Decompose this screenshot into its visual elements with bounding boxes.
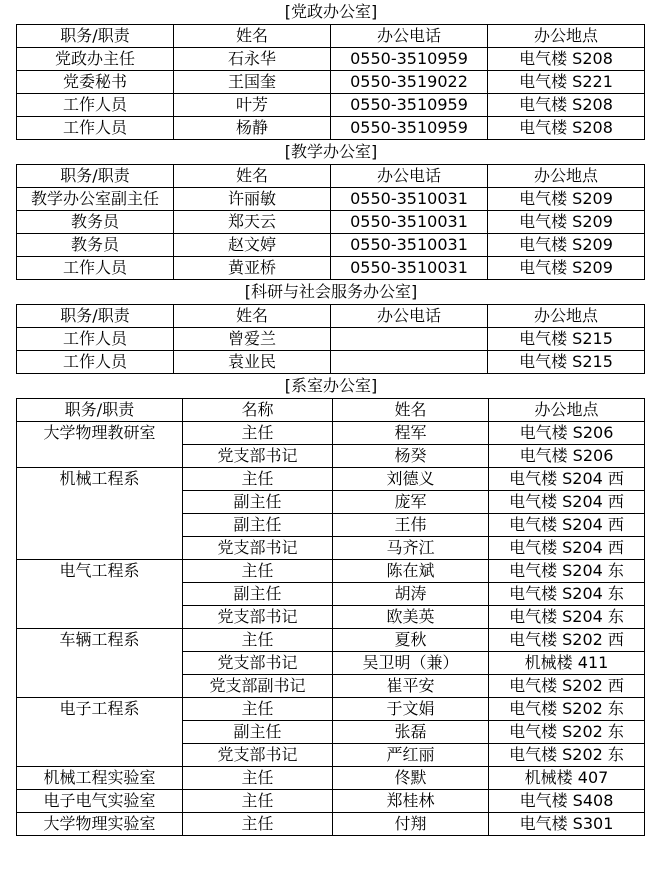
table-cell: 工作人员 (17, 94, 174, 117)
table-cell: 电气楼 S209 (488, 257, 645, 280)
table-cell: 程军 (333, 422, 489, 445)
table-cell: 胡涛 (333, 583, 489, 606)
table-cell: 党支部书记 (183, 744, 333, 767)
table-cell: 电气楼 S204 东 (489, 606, 645, 629)
table-cell: 夏秋 (333, 629, 489, 652)
table-cell: 郑桂林 (333, 790, 489, 813)
table-cell (331, 351, 488, 374)
table-cell: 电气楼 S204 西 (489, 537, 645, 560)
header-row (17, 165, 645, 188)
table-cell: 主任 (183, 468, 333, 491)
table-cell: 教务员 (17, 211, 174, 234)
table-cell: 赵文婷 (174, 234, 331, 257)
table-cell: 工作人员 (17, 257, 174, 280)
table-cell: 于文娟 (333, 698, 489, 721)
table-row (17, 48, 645, 71)
table-cell: 工作人员 (17, 117, 174, 140)
table-row (17, 468, 645, 491)
table-cell: 电气楼 S202 西 (489, 675, 645, 698)
table-cell: 电气楼 S215 (488, 328, 645, 351)
header-cell: 名称 (183, 399, 333, 422)
header-cell: 办公地点 (488, 305, 645, 328)
table-cell: 电气楼 S202 东 (489, 698, 645, 721)
table-cell: 电气楼 S301 (489, 813, 645, 836)
table-row (17, 234, 645, 257)
table-cell: 0550-3510959 (331, 94, 488, 117)
unit-cell: 电子电气实验室 (17, 790, 183, 813)
header-row (17, 305, 645, 328)
header-cell: 办公地点 (488, 165, 645, 188)
table-cell: 电气楼 S209 (488, 188, 645, 211)
header-cell: 姓名 (174, 25, 331, 48)
unit-cell: 机械工程系 (17, 468, 183, 560)
table-cell: 0550-3510031 (331, 257, 488, 280)
table-cell: 主任 (183, 813, 333, 836)
header-cell: 姓名 (333, 399, 489, 422)
table-cell: 叶芳 (174, 94, 331, 117)
section-title: [教学办公室] (284, 142, 378, 161)
unit-cell: 大学物理教研室 (17, 422, 183, 468)
table-cell: 副主任 (183, 583, 333, 606)
table-cell: 党政办主任 (17, 48, 174, 71)
table-cell: 教学办公室副主任 (17, 188, 174, 211)
table-cell: 党支部书记 (183, 652, 333, 675)
table-row (17, 560, 645, 583)
table-cell: 副主任 (183, 514, 333, 537)
table-cell: 机械楼 407 (489, 767, 645, 790)
unit-cell: 大学物理实验室 (17, 813, 183, 836)
table-row (17, 328, 645, 351)
table-row (17, 188, 645, 211)
header-cell: 职务/职责 (17, 305, 174, 328)
table-cell: 石永华 (174, 48, 331, 71)
table-cell: 陈在斌 (333, 560, 489, 583)
table-cell: 电气楼 S209 (488, 234, 645, 257)
section-title: [系室办公室] (284, 376, 378, 395)
table-cell: 副主任 (183, 721, 333, 744)
table-cell: 付翔 (333, 813, 489, 836)
table-cell: 主任 (183, 629, 333, 652)
table-cell: 0550-3510031 (331, 188, 488, 211)
unit-cell: 电气工程系 (17, 560, 183, 629)
table-cell: 电气楼 S206 (489, 445, 645, 468)
table-cell: 刘德义 (333, 468, 489, 491)
header-row (17, 25, 645, 48)
table-cell: 电气楼 S202 西 (489, 629, 645, 652)
table-cell: 0550-3519022 (331, 71, 488, 94)
table-cell: 电气楼 S208 (488, 48, 645, 71)
section-table (16, 304, 645, 374)
table-cell: 主任 (183, 790, 333, 813)
header-cell: 办公地点 (488, 25, 645, 48)
table-cell: 党支部书记 (183, 445, 333, 468)
table-cell: 袁业民 (174, 351, 331, 374)
table-row (17, 71, 645, 94)
table-cell: 崔平安 (333, 675, 489, 698)
table-cell: 党支部书记 (183, 537, 333, 560)
table-cell: 许丽敏 (174, 188, 331, 211)
table-cell: 主任 (183, 560, 333, 583)
unit-cell: 电子工程系 (17, 698, 183, 767)
section-table (16, 164, 645, 280)
section-table (16, 24, 645, 140)
table-cell: 0550-3510031 (331, 234, 488, 257)
table-row (17, 767, 645, 790)
header-row (17, 399, 645, 422)
section-title: [党政办公室] (284, 2, 378, 21)
table-cell: 电气楼 S408 (489, 790, 645, 813)
table-row (17, 117, 645, 140)
table-cell: 副主任 (183, 491, 333, 514)
header-cell: 职务/职责 (17, 399, 183, 422)
table-cell: 电气楼 S221 (488, 71, 645, 94)
table-row (17, 211, 645, 234)
table-cell: 电气楼 S204 西 (489, 491, 645, 514)
table-row (17, 790, 645, 813)
table-cell: 欧美英 (333, 606, 489, 629)
table-row (17, 422, 645, 445)
table-cell: 张磊 (333, 721, 489, 744)
table-row (17, 698, 645, 721)
table-cell: 主任 (183, 422, 333, 445)
table-cell: 教务员 (17, 234, 174, 257)
table-cell: 电气楼 S204 西 (489, 514, 645, 537)
table-cell: 党支部副书记 (183, 675, 333, 698)
table-cell: 电气楼 S204 东 (489, 583, 645, 606)
table-cell: 郑天云 (174, 211, 331, 234)
header-cell: 办公电话 (331, 165, 488, 188)
unit-cell: 机械工程实验室 (17, 767, 183, 790)
table-cell: 电气楼 S215 (488, 351, 645, 374)
table-cell: 电气楼 S208 (488, 117, 645, 140)
table-cell: 主任 (183, 698, 333, 721)
header-cell: 姓名 (174, 305, 331, 328)
table-cell: 杨静 (174, 117, 331, 140)
table-cell: 黄亚桥 (174, 257, 331, 280)
table-cell: 工作人员 (17, 351, 174, 374)
table-cell: 电气楼 S202 东 (489, 744, 645, 767)
header-cell: 办公地点 (489, 399, 645, 422)
table-row (17, 351, 645, 374)
table-cell: 党支部书记 (183, 606, 333, 629)
table-cell: 严红丽 (333, 744, 489, 767)
table-cell: 0550-3510959 (331, 117, 488, 140)
table-row (17, 257, 645, 280)
table-cell: 杨癸 (333, 445, 489, 468)
unit-cell: 车辆工程系 (17, 629, 183, 698)
table-cell: 曾爱兰 (174, 328, 331, 351)
table-cell: 主任 (183, 767, 333, 790)
section-title: [科研与社会服务办公室] (244, 282, 418, 301)
section-table (16, 398, 645, 836)
table-cell: 党委秘书 (17, 71, 174, 94)
table-cell: 电气楼 S204 东 (489, 560, 645, 583)
table-cell: 马齐江 (333, 537, 489, 560)
table-cell: 佟默 (333, 767, 489, 790)
table-row (17, 629, 645, 652)
table-cell: 电气楼 S204 西 (489, 468, 645, 491)
table-cell: 王国奎 (174, 71, 331, 94)
table-cell: 工作人员 (17, 328, 174, 351)
header-cell: 职务/职责 (17, 165, 174, 188)
table-cell: 王伟 (333, 514, 489, 537)
table-cell: 0550-3510959 (331, 48, 488, 71)
table-cell: 电气楼 S202 东 (489, 721, 645, 744)
table-row (17, 94, 645, 117)
table-cell (331, 328, 488, 351)
table-cell: 庞军 (333, 491, 489, 514)
table-cell: 0550-3510031 (331, 211, 488, 234)
header-cell: 办公电话 (331, 25, 488, 48)
header-cell: 姓名 (174, 165, 331, 188)
table-cell: 机械楼 411 (489, 652, 645, 675)
table-cell: 电气楼 S206 (489, 422, 645, 445)
table-cell: 吴卫明（兼） (333, 652, 489, 675)
table-cell: 电气楼 S209 (488, 211, 645, 234)
table-cell: 电气楼 S208 (488, 94, 645, 117)
header-cell: 职务/职责 (17, 25, 174, 48)
table-row (17, 813, 645, 836)
header-cell: 办公电话 (331, 305, 488, 328)
